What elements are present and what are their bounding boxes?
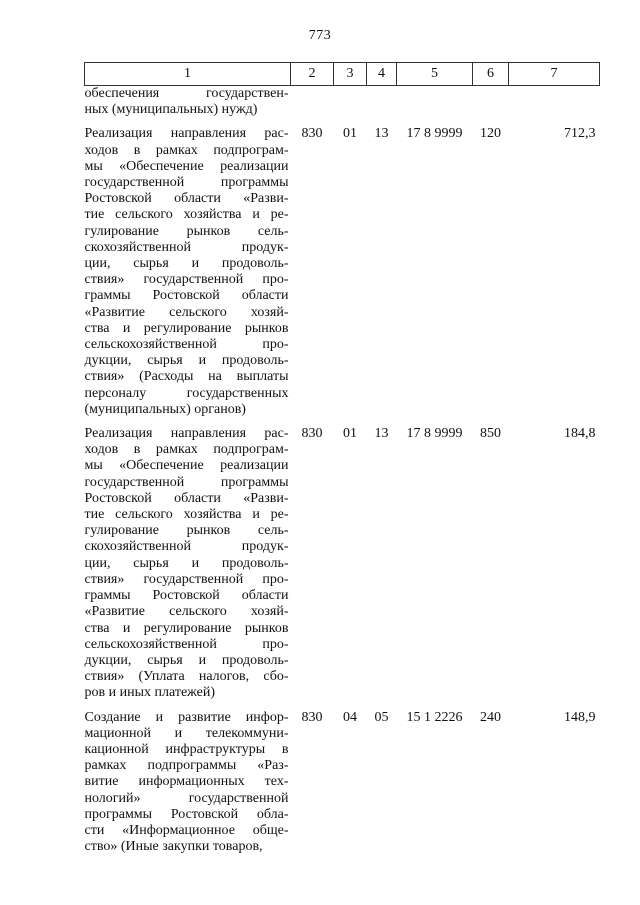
table-body — [85, 86, 600, 856]
row-expense-type — [473, 86, 509, 119]
row-section-code: 01 — [343, 126, 357, 142]
row-spacer-cell — [85, 418, 600, 426]
description-line: ствия» (Расходы на выплаты — [84, 369, 289, 385]
row-ministry-code: 830 — [301, 426, 323, 442]
row-target-article — [397, 86, 473, 119]
row-amount — [509, 86, 600, 119]
row-target-article: 15 1 2226 — [406, 709, 463, 725]
description-line: ствия» (Уплата налогов, сбо- — [84, 669, 289, 685]
description-line: государственной программы — [84, 474, 289, 490]
row-amount: 148,9 — [564, 709, 596, 725]
description-line: рамках подпрограммы «Раз- — [84, 758, 289, 774]
description-line: мы «Обеспечение реализации — [84, 158, 289, 174]
row-spacer — [85, 418, 600, 426]
description-line: ров и иных платежей) — [84, 685, 216, 701]
table-row — [85, 710, 600, 856]
row-amount: 184,8 — [564, 426, 596, 442]
row-expense-type: 120 — [480, 126, 501, 142]
description-line: государственной программы — [84, 175, 289, 191]
row-spacer — [85, 702, 600, 710]
row-subsection-code: 05 — [374, 709, 389, 725]
description-line: скохозяйственной продук- — [84, 539, 289, 555]
description-line: ходов в рамках подпрограм- — [84, 142, 289, 158]
table-header — [85, 63, 600, 86]
description-line: «Развитие сельского хозяй- — [84, 604, 289, 620]
row-ministry-code: 830 — [301, 709, 323, 725]
description-line: «Развитие сельского хозяй- — [84, 304, 289, 320]
description-line: ства и регулирование рынков — [84, 320, 289, 336]
row-spacer-cell — [85, 118, 600, 126]
description-line: гулирование рынков сель- — [84, 223, 289, 239]
row-subsection-code: 13 — [374, 426, 389, 442]
description-line: гулирование рынков сель- — [84, 523, 289, 539]
row-description — [85, 86, 291, 119]
description-line: Реализация направления рас- — [84, 426, 289, 442]
page-number: 773 — [308, 28, 332, 43]
description-line: ции, сырья и продоволь- — [84, 256, 289, 272]
header-col-7: 7 — [509, 63, 600, 86]
description-line: скохозяйственной продук- — [84, 239, 289, 255]
description-line: ных (муниципальных) нужд) — [84, 102, 258, 118]
row-section-code — [334, 86, 367, 119]
budget-table — [84, 62, 600, 855]
description-line: тие сельского хозяйства и ре- — [84, 207, 289, 223]
row-expense-type: 240 — [480, 709, 501, 725]
description-line: граммы Ростовской области — [84, 588, 289, 604]
header-col-4: 4 — [367, 63, 397, 86]
row-spacer-cell — [85, 702, 600, 710]
row-description — [85, 426, 291, 701]
description-line: ствия» государственной про- — [84, 571, 289, 587]
row-ministry-code — [291, 86, 334, 119]
description-line: сельскохозяйственной про- — [84, 636, 289, 652]
description-line: ствия» государственной про- — [84, 272, 289, 288]
header-col-2: 2 — [291, 63, 334, 86]
description-line: кационной инфраструктуры в — [84, 741, 289, 757]
description-line: Ростовской области «Разви- — [84, 191, 289, 207]
header-col-5: 5 — [397, 63, 473, 86]
header-col-6: 6 — [473, 63, 509, 86]
description-line: сельскохозяйственной про- — [84, 337, 289, 353]
description-line: ства и регулирование рынков — [84, 620, 289, 636]
row-spacer — [85, 118, 600, 126]
row-expense-type: 850 — [480, 426, 501, 442]
table-row — [85, 126, 600, 418]
description-line: ство» (Иные закупки товаров, — [84, 839, 263, 855]
description-line: Реализация направления рас- — [84, 126, 289, 142]
header-col-3: 3 — [334, 63, 367, 86]
description-line: ции, сырья и продоволь- — [84, 555, 289, 571]
description-line: витие информационных тех- — [84, 774, 289, 790]
description-line: дукции, сырья и продоволь- — [84, 652, 289, 668]
description-line: Создание и развитие инфор- — [84, 709, 289, 725]
row-subsection-code — [367, 86, 397, 119]
description-line: сти «Информационное обще- — [84, 822, 289, 838]
description-line: ходов в рамках подпрограм- — [84, 442, 289, 458]
description-line: обеспечения государствен- — [84, 86, 289, 101]
row-section-code: 01 — [343, 426, 357, 442]
row-description — [85, 710, 291, 856]
description-line: тие сельского хозяйства и ре- — [84, 507, 289, 523]
row-target-article: 17 8 9999 — [406, 126, 463, 142]
description-line: нологий» государственной — [84, 790, 289, 806]
header-row — [85, 63, 600, 86]
description-line: дукции, сырья и продоволь- — [84, 353, 289, 369]
row-subsection-code: 13 — [374, 126, 389, 142]
table-row — [85, 426, 600, 701]
description-line: мационной и телекоммуни- — [84, 725, 289, 741]
row-ministry-code: 830 — [301, 126, 323, 142]
description-line: мы «Обеспечение реализации — [84, 458, 289, 474]
row-target-article: 17 8 9999 — [406, 426, 463, 442]
table-row — [85, 86, 600, 119]
header-col-1: 1 — [85, 63, 291, 86]
description-line: (муниципальных) органов) — [84, 401, 246, 417]
row-section-code: 04 — [343, 709, 357, 725]
description-line: персоналу государственных — [84, 385, 289, 401]
description-line: граммы Ростовской области — [84, 288, 289, 304]
description-line: программы Ростовской обла- — [84, 806, 289, 822]
row-amount: 712,3 — [564, 126, 596, 142]
description-line: Ростовской области «Разви- — [84, 490, 289, 506]
row-description — [85, 126, 291, 418]
